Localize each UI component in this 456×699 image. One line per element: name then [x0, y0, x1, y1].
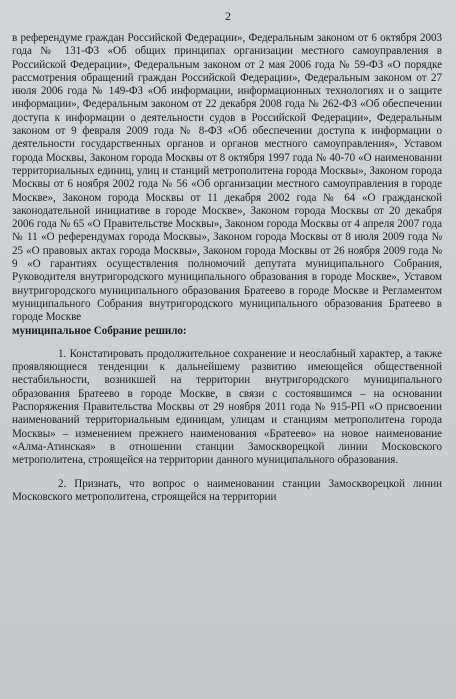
document-body — [12, 32, 442, 504]
resolution-heading: муниципальное Собрание решило: — [12, 324, 187, 337]
resolution-item-2: 2. Признать, что вопрос о наименовании станции Замоскворецкой линии Московского метрополитена, строящейся на территории — [12, 477, 442, 503]
spacer — [12, 468, 442, 478]
resolution-item-1: 1. Констатировать продолжительное сохранение и неослабный характер, а также проявляющиеся тенденции к дальнейшему развитию имеющейся общественной нестабильности, возникшей на территории внутригородского муниципального образования Братеево в городе Москве, в связи с состоявшимся – на основании Распоряжения Правительства Москвы от 29 ноября 2011 года № 915-РП «О присвоении наименований территориальным единицам, улицам и станциям метрополитена города Москвы» – изменением прежнего наименования «Братеево» на новое наименование «Алма-Атинская» в отношении станции Замоскворецкой линии Московского метрополитена, строящейся на территории данного муниципального образования. — [12, 347, 442, 467]
spacer — [12, 338, 442, 348]
page-number: 2 — [225, 9, 231, 23]
intro-paragraph: в референдуме граждан Российской Федерации», Федеральным законом от 6 октября 2003 года № 131-ФЗ «Об общих принципах организации местного самоуправления в Российской Федерации», Федеральным законом от 2 мая 2006 года № 59-ФЗ «О порядке рассмотрения обращений граждан Российской Федерации», Федеральным законом от 27 июля 2006 года № 149-ФЗ «Об информации, информационных технологиях и о защите информации», Федеральным законом от 22 декабря 2008 года № 262-ФЗ «Об обеспечении доступа к информации о деятельности судов в Российской Федерации», Федеральным законом от 9 февраля 2009 года № 8-ФЗ «Об обеспечении доступа к информации о деятельности государственных органов и органов местного самоуправления», Уставом города Москвы, Законом города Москвы от 8 октября 1997 года № 40-70 «О наименовании территориальных единиц, улиц и станций метрополитена города Москвы», Законом города Москвы от 6 ноября 2002 года № 56 «Об организации местного самоуправления в городе Москве», Законом города Москвы от 11 декабря 2002 года № 64 «О гражданской законодательной инициативе в городе Москве», Законом города Москвы от 20 декабря 2006 года № 65 «О Правительстве Москвы», Законом города Москвы от 4 апреля 2007 года № 11 «О референдумах города Москвы», Законом города Москвы от 8 июля 2009 года № 25 «О правовых актах города Москвы», Законом города Москвы от 26 ноября 2009 года № 9 «О гарантиях осуществления полномочий депутата муниципального Собрания, Руководителя внутригородского муниципального образования в городе Москве», Уставом внутригородского муниципального образования Братеево в городе Москве и Регламентом муниципального Собрания внутригородского муниципального образования Братеево в городе Москве — [12, 32, 442, 324]
